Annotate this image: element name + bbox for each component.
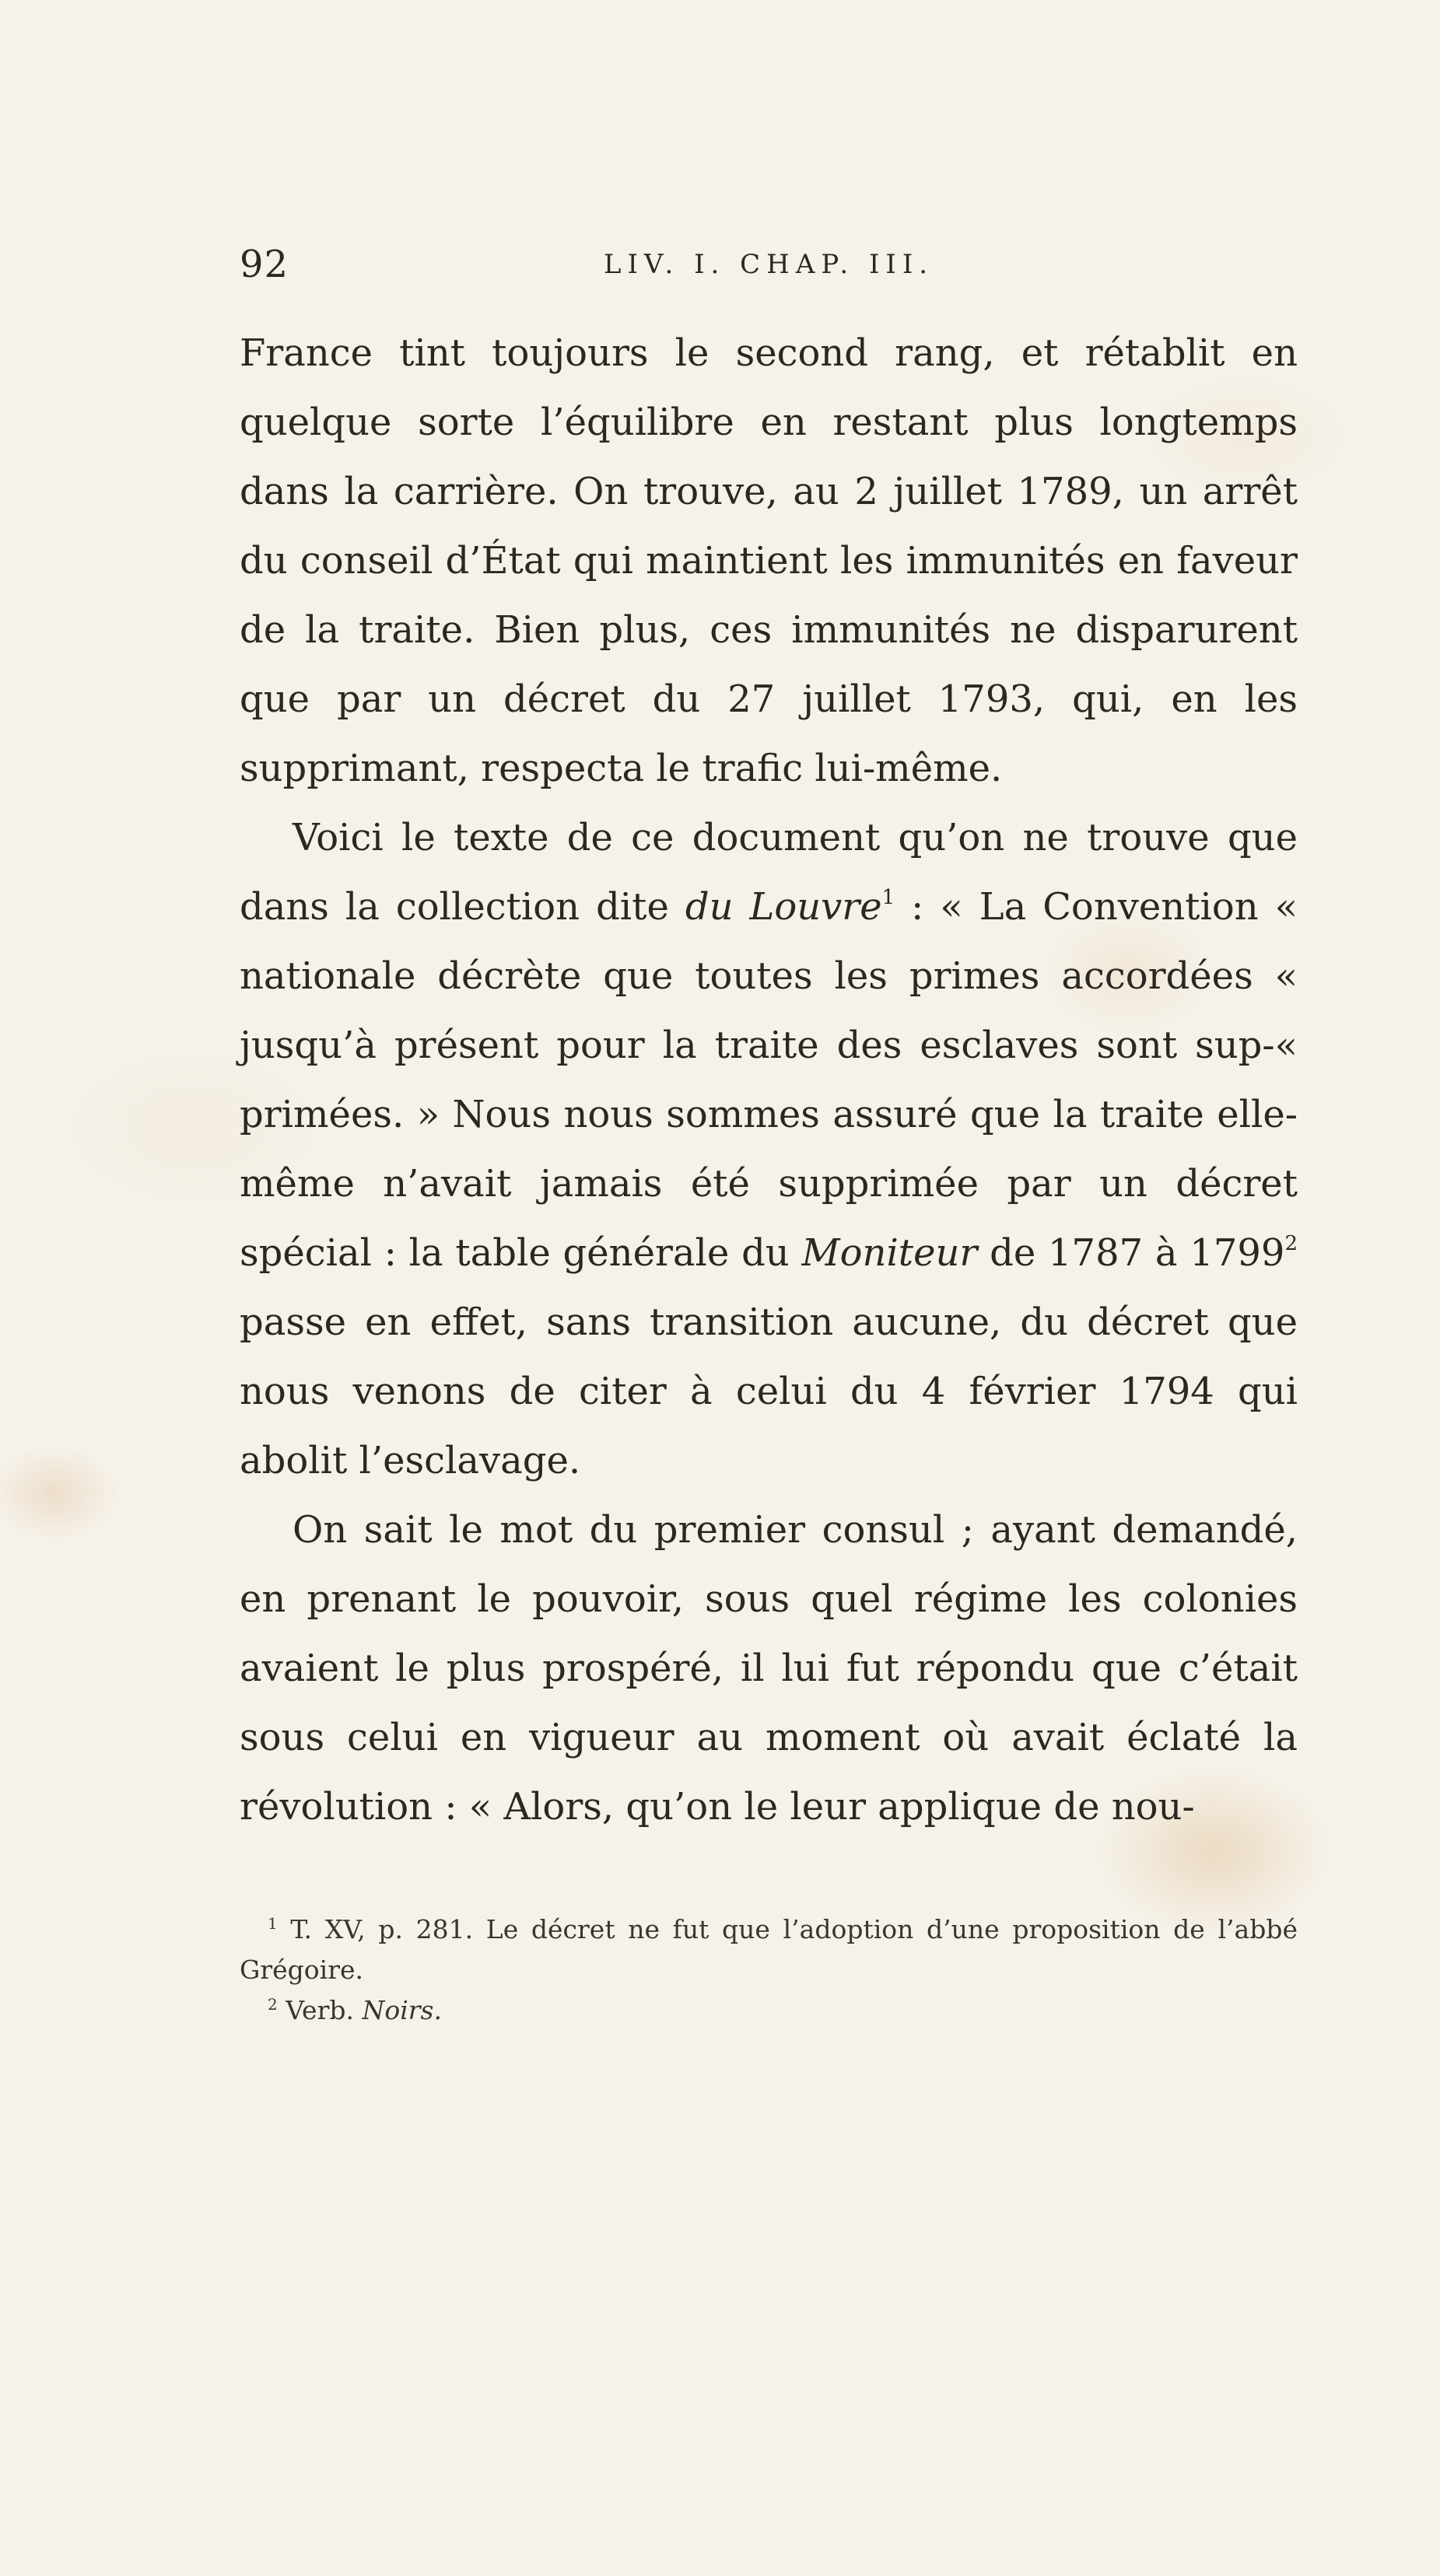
footnote-2-mark: 2: [268, 1995, 278, 2014]
paragraph-2: [240, 803, 1298, 1496]
paragraph-1: France tint toujours le second rang, et rétablit en quelque sorte l’équilibre en restant plus longtemps dans la carrière. On trouve, au 2 juillet 1789, un arrêt du conseil d’État qui maintient les immunités en faveur de la traite. Bien plus, ces immunités ne disparurent que par un décret du 27 juillet 1793, qui, en les supprimant, respecta le trafic lui-même.: [240, 331, 1298, 790]
footnote-ref-2[interactable]: 2: [1284, 1232, 1298, 1255]
collection-title: du Louvre: [685, 885, 882, 929]
page-number: 92: [240, 243, 289, 286]
running-head: LIV. I. CHAP. III.: [603, 249, 934, 280]
paragraph-2-text-b: : « La Convention « nationale décrète que toutes les primes accordées « jusqu’à présent pour la traite des esclaves sont sup-« primées. » Nous nous sommes assuré que la traite elle-même n’avait jamais été supprimée par un décret spécial : la table générale du: [240, 885, 1298, 1275]
footnote-1-text: T. XV, p. 281. Le décret ne fut que l’adoption d’une proposition de l’abbé Grégoire.: [240, 1914, 1298, 1985]
paragraph-3: On sait le mot du premier consul ; ayant demandé, en prenant le pouvoir, sous quel régime les colonies avaient le plus prospéré, il lui fut répondu que c’était sous celui en vigueur au moment où avait éclaté la révolution : « Alors, qu’on le leur applique de nou-: [240, 1508, 1298, 1829]
footnote-1: [240, 1909, 1298, 1990]
page-header: [240, 233, 1298, 296]
footnote-2-italic: Noirs.: [362, 1995, 442, 2025]
paragraph-2-text-c: de 1787 à 1799: [977, 1231, 1285, 1275]
paragraph-2-text-a: Voici le texte de ce document qu’on ne trouve que dans la collection dite: [240, 816, 1298, 929]
moniteur-title: Moniteur: [801, 1231, 978, 1275]
footnotes: [240, 1909, 1298, 2031]
footnote-ref-1[interactable]: 1: [881, 886, 895, 909]
paragraph-2-text-d: passe en effet, sans transition aucune, du décret que nous venons de citer à celui du 4 février 1794 qui abolit l’esclavage.: [240, 1300, 1298, 1482]
footnote-2-prefix: Verb.: [286, 1995, 363, 2025]
body-text: [240, 319, 1298, 1842]
footnote-1-mark: 1: [268, 1914, 278, 1933]
footnote-2: [240, 1990, 1298, 2031]
